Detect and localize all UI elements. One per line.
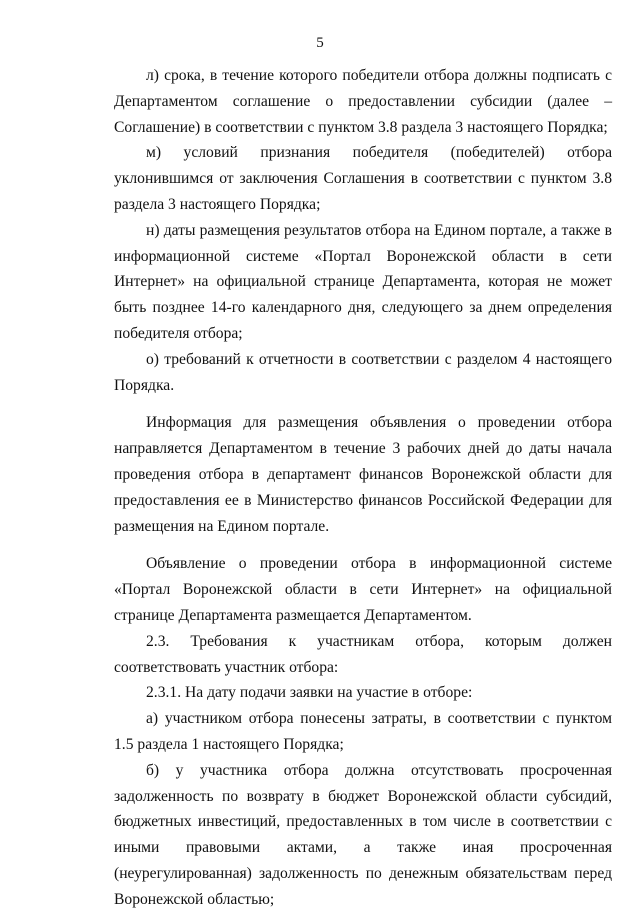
paragraph-2-3-1-application-date: 2.3.1. На дату подачи заявки на участие в отборе:: [146, 684, 473, 702]
paragraph-a-costs-incurred: а) участником отбора понесены затраты, в соответствии с пунктом 1.5 раздела 1 настоящего Порядка;: [114, 710, 612, 753]
paragraph-announcement-information: Информация для размещения объявления о проведении отбора направляется Департаментом в течение 3 рабочих дней до даты начала проведения отбора в департамент финансов Воронежской области для предоставления ее в Министерство финансов Российской Федерации для размещения на Едином портале.: [114, 414, 612, 535]
paragraph-m-evasion-conditions: м) условий признания победителя (победителей) отбора уклонившимся от заключения Соглашения в соответствии с пунктом 3.8 раздела 3 настоящего Порядка;: [114, 144, 612, 213]
paragraph-n-results-publication: н) даты размещения результатов отбора на Едином портале, а также в информационной системе «Портал Воронежской области в сети Интернет» на официальной странице Департамента, которая не может быть позднее 14-го календарного дня, следующего за днем определения победителя отбора;: [114, 221, 612, 342]
page-number: 5: [316, 35, 324, 51]
document-body: [114, 63, 612, 913]
paragraph-section-2-3-requirements: 2.3. Требования к участникам отбора, которым должен соответствовать участник отбора:: [114, 632, 612, 676]
paragraph-l-contract-deadline: л) срока, в течение которого победители отбора должны подписать с Департаментом соглашение о предоставлении субсидии (далее – Соглашение) в соответствии с пунктом 3.8 раздела 3 настоящего Порядка;: [114, 67, 612, 136]
paragraph-b-no-overdue-debt: б) у участника отбора должна отсутствовать просроченная задолженность по возврату в бюджет Воронежской области субсидий, бюджетных инвестиций, предоставленных в том числе в соответствии с иными правовыми актами, а также иная просроченная (неурегулированная) задолженность по денежным обязательствам перед Воронежской областью;: [114, 761, 612, 908]
paragraph-o-reporting-requirements: о) требований к отчетности в соответствии с разделом 4 настоящего Порядка.: [114, 350, 612, 394]
paragraph-announcement-publication: Объявление о проведении отбора в информационной системе «Портал Воронежской области в сети Интернет» на официальной странице Департамента размещается Департаментом.: [114, 555, 612, 624]
